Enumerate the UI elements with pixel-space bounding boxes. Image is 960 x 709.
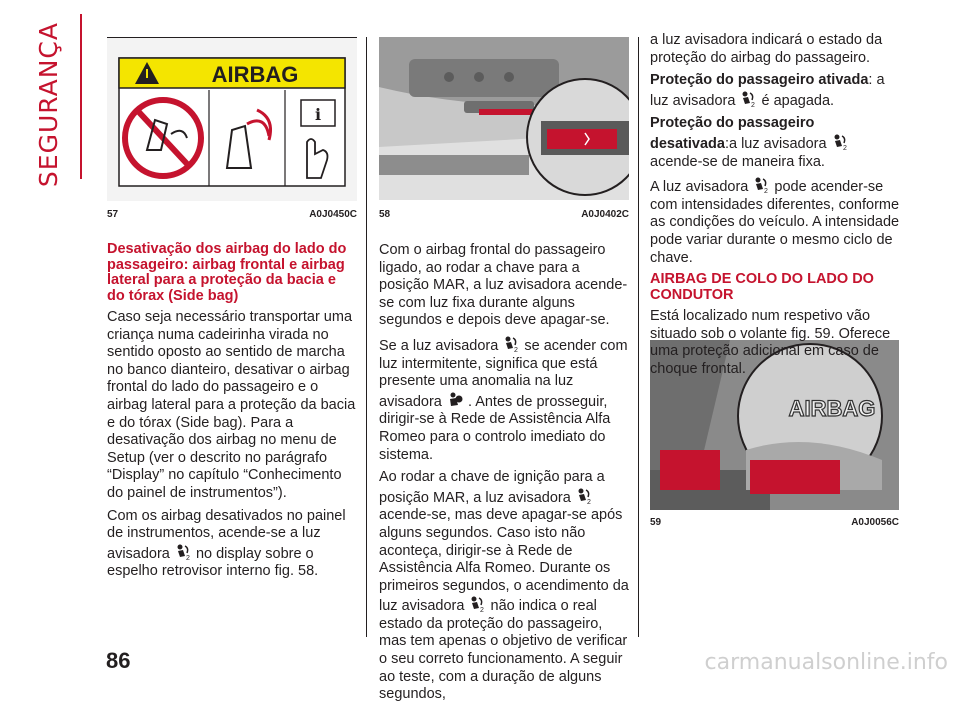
paragraph: Com os airbag desativados no painel de instrumentos, acende-se a luz avisadora 2 no display sobre o espelho retrovisor interno fig. 58.	[107, 507, 346, 580]
section-title: SEGURANÇA	[34, 22, 63, 188]
watermark: carmanualsonline.info	[704, 650, 948, 675]
airbag-warning-icon	[446, 391, 464, 409]
column-2	[379, 242, 629, 709]
status-term: Proteção do passageiro desativada	[650, 115, 815, 152]
figure-code: A0J0056C	[851, 517, 899, 528]
svg-text:2: 2	[764, 188, 769, 195]
passenger-airbag-off-icon	[575, 487, 593, 505]
paragraph: Proteção do passageiro desativada:a luz avisadora 2 acende-se de maneira fixa.	[650, 115, 900, 171]
paragraph: Ao rodar a chave de ignição para a posição MAR, a luz avisadora 2 acende-se, mas deve apagar-se após alguns segundos. Caso isto não aconteça, dirigir-se à Rede de Assistência Alfa Romeo. Durante os primeiros segundos, o acendimento da luz avisadora 2 não indica o real estado da proteção do passageiro, mas tem apenas o objetivo de verificar o seu correto funcionamento. A seguir ao teste, com a duração de alguns segundos,	[379, 469, 629, 703]
overhead-console-illustration	[379, 37, 629, 200]
svg-text:2: 2	[842, 144, 847, 151]
section-heading: AIRBAG DE COLO DO LADO DO CONDUTOR	[650, 271, 874, 303]
svg-text:2: 2	[751, 101, 756, 108]
knee-airbag-label-text: AIRBAG	[788, 396, 876, 421]
figure-code: A0J0402C	[581, 209, 629, 220]
passenger-airbag-off-icon	[468, 595, 486, 613]
airbag-sign-text: AIRBAG	[211, 62, 299, 87]
svg-text:2: 2	[185, 554, 190, 561]
passenger-airbag-off-icon	[174, 543, 192, 561]
passenger-airbag-off-icon	[739, 90, 757, 108]
figure-number: 58	[379, 209, 391, 220]
paragraph: A luz avisadora 2 pode acender-se com intensidades diferentes, conforme as condições do veículo. A intensidade pode variar durante o mesmo ciclo de chave.	[650, 176, 900, 267]
figure-number: 57	[107, 209, 119, 220]
passenger-airbag-off-icon	[502, 335, 520, 353]
column-1	[107, 242, 357, 586]
column-divider	[638, 37, 639, 637]
page-number: 86	[106, 648, 131, 673]
paragraph: Está localizado num respetivo vão situado sob o volante fig. 59. Oferece uma proteção adicional em caso de choque frontal.	[650, 308, 891, 377]
status-term: Proteção do passageiro ativada	[650, 72, 869, 89]
passenger-airbag-off-icon	[831, 133, 849, 151]
column-divider	[366, 37, 367, 637]
section-rule	[80, 14, 82, 179]
paragraph: Caso seja necessário transportar uma criança numa cadeirinha virada no sentido oposto ao sentido de marcha no banco dianteiro, desativar o airbag frontal do lado do passageiro e o airbag lateral para a proteção da bacia e do tórax (Side bag). Para a desativação dos airbag no menu de Setup (ver o descrito no parágrafo “Display” no capítulo “Conhecimento do painel de instrumentos”).	[107, 309, 356, 501]
passenger-airbag-off-icon	[752, 176, 770, 194]
paragraph: Proteção do passageiro ativada: a luz avisadora 2 é apagada.	[650, 72, 885, 109]
paragraph: Com o airbag frontal do passageiro ligado, ao rodar a chave para a posição MAR, a luz avisadora acende-se com luz fixa durante alguns segundos e depois deve apagar-se.	[379, 242, 628, 329]
figure-number: 59	[650, 517, 662, 528]
svg-text:2: 2	[586, 498, 591, 505]
figure-57-image	[107, 37, 357, 201]
paragraph: a luz avisadora indicará o estado da proteção do airbag do passageiro.	[650, 32, 883, 66]
svg-text:2: 2	[480, 607, 485, 614]
paragraph: Se a luz avisadora 2 se acender com luz intermitente, significa que está presente uma anomalia na luz avisadora . Antes de prosseguir, dirigir-se à Rede de Assistência Alfa Romeo para o controlo imediato do sistema.	[379, 335, 629, 464]
figure-58-image	[379, 37, 629, 200]
svg-text:2: 2	[514, 346, 519, 353]
figure-code: A0J0450C	[309, 209, 357, 220]
airbag-warning-label-illustration	[107, 38, 357, 201]
figure-58-caption	[379, 209, 629, 220]
column-3	[650, 32, 900, 384]
figure-57-caption	[107, 209, 357, 220]
figure-59-caption	[650, 517, 899, 528]
section-heading: Desativação dos airbag do lado do passageiro: airbag frontal e airbag lateral para a proteção da bacia e do tórax (Side bag)	[107, 241, 347, 304]
svg-text:i: i	[314, 105, 322, 124]
section-tab	[30, 14, 90, 188]
